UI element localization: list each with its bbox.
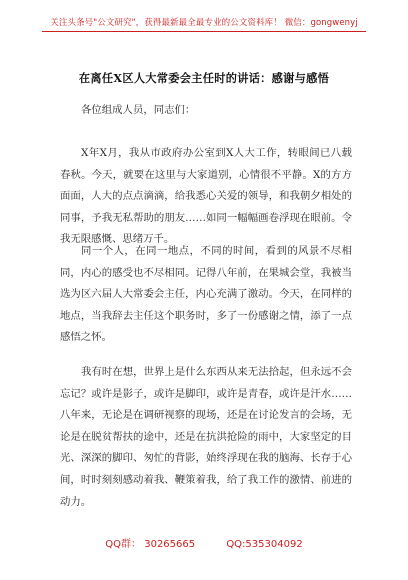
paragraph-1 xyxy=(60,143,352,251)
footer-contact xyxy=(0,535,408,550)
paragraph-3 xyxy=(60,362,352,513)
header-banner: 关注头条号"公文研究"，获得最新最全最专业的公文资料库！ 微信：gongwenyj xyxy=(50,18,358,28)
paragraph-2 xyxy=(60,241,352,349)
salutation-text: 各位组成人员，同志们： xyxy=(81,104,196,116)
document-title: 在离任X区人大常委会主任时的讲话：感谢与感悟 xyxy=(78,71,330,85)
paragraph-text: 同一个人，在同一地点，不同的时间，看到的风景不尽相同，内心的感受也不尽相同。记得八年前，在果城会堂，我被当选为区六届人大常委会主任，内心充满了激动。今天，在同样的地点，当我辞去主任这个职务时，多了一份感谢之情，添了一点感悟之怀。 xyxy=(60,245,352,344)
paragraph-text: X年X月，我从市政府办公室到X人大工作，转眼间已八载春秋。今天，就要在这里与大家道别，心情很不平静。X的方方面面，人大的点点滴滴，给我悉心关爱的领导，和我朝夕相处的同事，予我无私帮助的朋友……如同一幅幅画卷浮现在眼前。令我无限感慨、思绪万千。 xyxy=(60,147,352,246)
header-divider xyxy=(42,31,366,32)
salutation xyxy=(60,100,352,122)
paragraph-text: 我有时在想，世界上是什么东西从来无法拾起，但永远不会忘记？或许是影子，或许是脚印，或许是青春，或许是汗水……八年来，无论是在调研视察的现场，还是在讨论发言的会场，无论是在脱贫帮扶的途中，还是在抗洪抢险的雨中，大家坚定的目光、深深的脚印、匆忙的背影，始终浮现在我的脑海、长存于心间，时时刻刻感动着我、鞭策着我，给了我工作的激情、前进的动力。 xyxy=(60,366,352,508)
footer-qq-group: QQ群： 30265665 xyxy=(105,539,196,550)
footer-qq: QQ:535304092 xyxy=(226,539,303,550)
